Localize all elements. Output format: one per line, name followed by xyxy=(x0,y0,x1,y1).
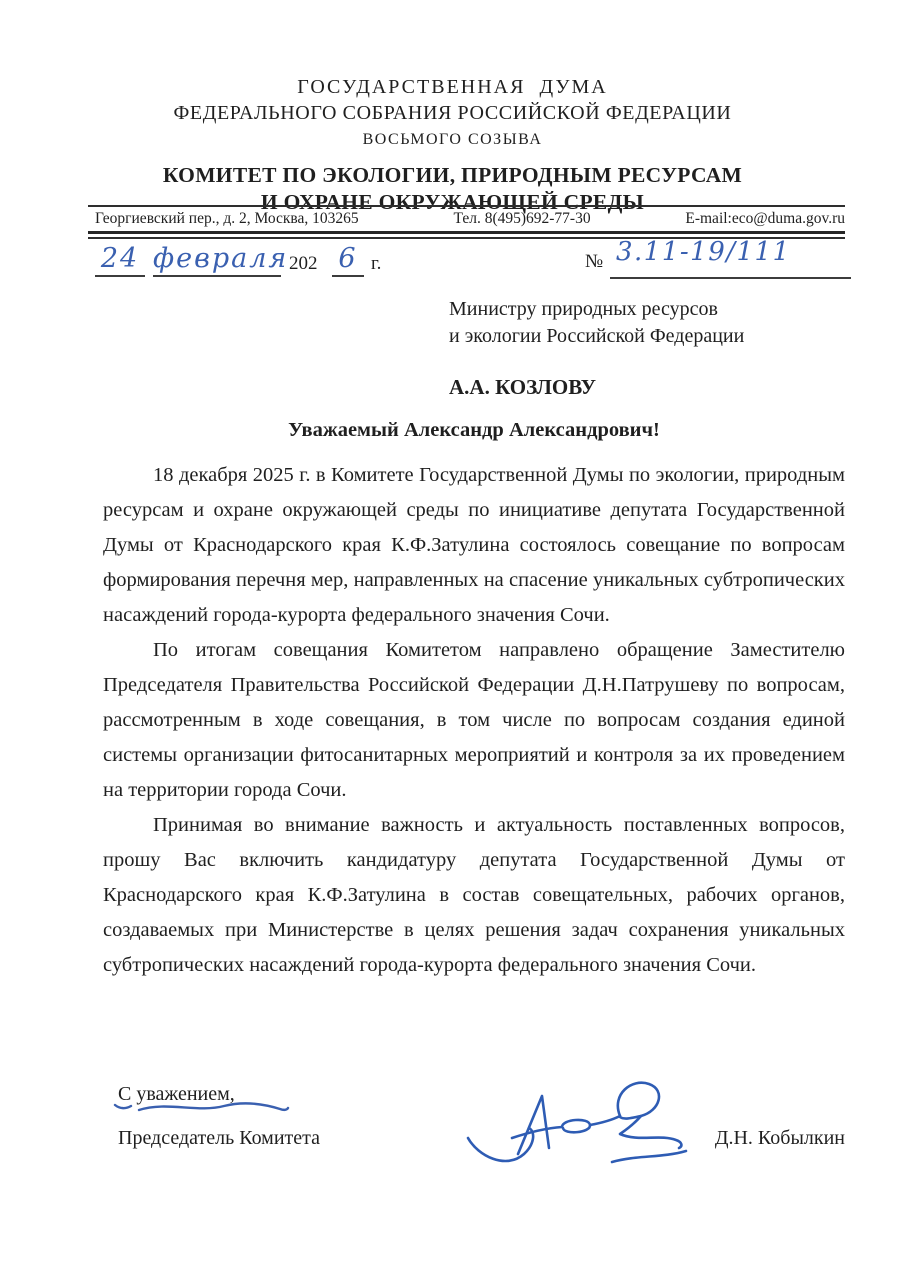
pen-flourish xyxy=(112,1096,292,1118)
salutation: Уважаемый Александр Александрович! xyxy=(288,419,660,441)
date-number-line xyxy=(95,237,845,285)
email-address: E-mail:eco@duma.gov.ru xyxy=(685,210,845,227)
header-rule-thick xyxy=(88,231,845,234)
outgoing-number-field xyxy=(610,237,851,279)
signer-name: Д.Н. Кобылкин xyxy=(714,1127,845,1149)
addressee-name: А.А. КОЗЛОВУ xyxy=(449,375,596,399)
date-day-field xyxy=(95,243,145,277)
paragraph-1: 18 декабря 2025 г. в Комитете Государственной Думы по экологии, природным ресурсам и охране окружающей среды по инициативе депутата Государственной Думы от Краснодарского края К.Ф.Затулина состоялось совещание по вопросам формирования перечня мер, направленных на спасение уникальных субтропических насаждений города-курорта федерального значения Сочи. xyxy=(103,464,845,626)
addressee-line2: и экологии Российской Федерации xyxy=(449,325,745,347)
date-month-field xyxy=(153,243,289,277)
year-suffix: г. xyxy=(371,253,382,274)
year-digit-field xyxy=(332,243,364,277)
paragraph-2: По итогам совещания Комитетом направлено обращение Заместителю Председателя Правительства Российской Федерации Д.Н.Патрушеву по вопросам, рассмотренным в ходе совещания, в том числе по вопросам создания единой системы организации фитосанитарных мероприятий и контроля за их проведением на территории города Сочи. xyxy=(103,639,845,801)
paragraph-3: Принимая во внимание важность и актуальность поставленных вопросов, прошу Вас включить кандидатуру депутата Государственной Думы от Краснодарского края К.Ф.Затулина в состав совещательных, рабочих органов, создаваемых при Министерстве в целях решения задач сохранения уникальных субтропических насаждений города-курорта федерального значения Сочи. xyxy=(103,814,845,976)
committee-name-line1: КОМИТЕТ ПО ЭКОЛОГИИ, ПРИРОДНЫМ РЕСУРСАМ xyxy=(162,163,743,187)
letter-body xyxy=(103,458,845,983)
committee-name-line2: И ОХРАНЕ ОКРУЖАЮЩЕЙ СРЕДЫ xyxy=(260,190,645,214)
convocation: ВОСЬМОГО СОЗЫВА xyxy=(362,131,543,148)
signer-title: Председатель Комитета xyxy=(118,1127,321,1149)
handwritten-day: 24 xyxy=(100,243,140,274)
letterhead xyxy=(0,76,905,216)
org-name: ГОСУДАРСТВЕННАЯ ДУМА xyxy=(297,76,608,98)
phone-number: Тел. 8(495)692-77-30 xyxy=(453,210,591,227)
signature xyxy=(462,1076,697,1174)
addressee-line1: Министру природных ресурсов xyxy=(449,298,718,320)
header-rule-top xyxy=(88,205,845,207)
closing-regards: С уважением, xyxy=(118,1083,235,1105)
number-sign: № xyxy=(585,251,604,272)
addressee-block xyxy=(449,296,744,401)
handwritten-number: 3.11-19/111 xyxy=(616,237,791,267)
contact-line xyxy=(95,210,845,228)
year-printed: 202 xyxy=(289,253,318,274)
handwritten-month: февраля xyxy=(153,243,289,274)
postal-address: Георгиевский пер., д. 2, Москва, 103265 xyxy=(95,210,359,227)
committee-name xyxy=(0,162,905,216)
handwritten-year-digit: 6 xyxy=(338,243,358,274)
org-subtitle: ФЕДЕРАЛЬНОГО СОБРАНИЯ РОССИЙСКОЙ ФЕДЕРАЦИИ xyxy=(173,102,732,124)
